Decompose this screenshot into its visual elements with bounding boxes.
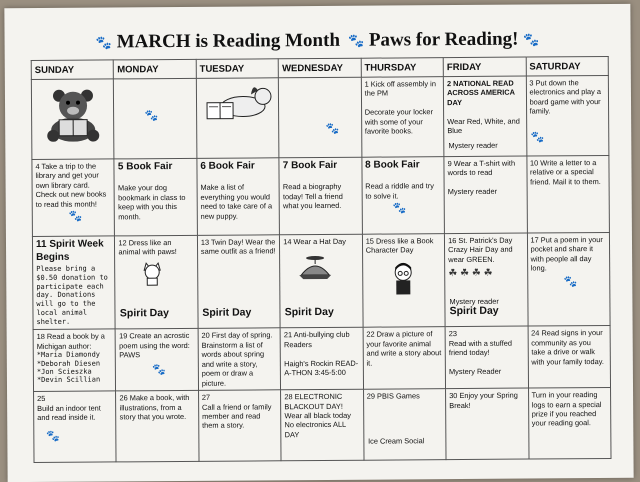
book-fair-label: 6 Book Fair <box>200 160 276 173</box>
propeller-hat-icon <box>298 255 332 281</box>
day-cell-4 <box>32 159 115 237</box>
weekday-header: WEDNESDAY <box>278 58 361 78</box>
day-text: 23 <box>449 329 524 339</box>
day-cell-31 <box>528 388 611 460</box>
spirit-day-label: Spirit Day <box>285 306 334 320</box>
day-cell-15 <box>362 234 445 328</box>
day-cell-26 <box>116 390 199 462</box>
day-text: 26 Make a book, with illustrations, from a story that you wrote. <box>119 393 195 422</box>
mystery-reader-label: Mystery reader <box>448 187 523 197</box>
day-text: 29 PBIS Games <box>367 391 442 401</box>
day-cell-8 <box>362 157 445 235</box>
day-cell-30 <box>446 388 529 460</box>
day-cell-10 <box>526 155 609 233</box>
day-text: Wear Red, White, and Blue <box>447 116 523 135</box>
day-cell-5 <box>114 158 197 236</box>
day-cell-24 <box>528 326 611 388</box>
shamrock-icon: ☘ ☘ ☘ ☘ <box>448 268 524 281</box>
day-cell-19 <box>116 329 199 391</box>
day-text: 27 <box>202 392 277 402</box>
day-cell-12 <box>115 235 198 329</box>
weekday-header: SUNDAY <box>31 60 114 80</box>
paw-print-icon: 🐾 <box>392 201 406 215</box>
mystery-reader-label: Mystery reader <box>449 297 498 307</box>
day-text: Call a friend or family member and read them a story. <box>202 402 278 431</box>
day-cell-11 <box>32 236 115 330</box>
day-cell-27 <box>198 390 281 462</box>
day-cell-14 <box>280 234 363 328</box>
day-text: 30 Enjoy your Spring Break! <box>449 391 525 410</box>
paw-print-icon: 🐾 <box>325 122 339 136</box>
weekday-header: FRIDAY <box>443 57 526 77</box>
day-cell-9 <box>444 156 527 234</box>
day-text: 17 Put a poem in your pocket and share it with people all day long. <box>530 235 606 273</box>
day-text: Read with a stuffed friend today! <box>449 338 525 357</box>
author-name: *Jon Scieszka <box>37 367 112 376</box>
day-cell-empty <box>31 79 114 160</box>
mystery-reader-label: Mystery Reader <box>449 367 524 377</box>
author-name: *Maria Diamondy <box>37 351 112 360</box>
book-fair-label: 8 Book Fair <box>365 159 441 172</box>
day-cell-20 <box>198 328 281 390</box>
spirit-week-heading: 11 Spirit Week Begins <box>36 238 112 264</box>
paw-print-icon: 🐾 <box>564 275 578 289</box>
day-cell-empty <box>196 78 279 159</box>
calendar-sheet <box>4 4 633 482</box>
day-text: Ice Cream Social <box>368 436 424 446</box>
day-text: 4 Take a trip to the library and get your own library card. Check out new books to read this month! <box>35 161 111 209</box>
day-text: Read a biography today! Tell a friend what you learned. <box>283 182 359 211</box>
day-cell-21 <box>280 327 363 389</box>
day-text: 3 Put down the electronics and play a board game with your family. <box>529 78 605 116</box>
day-text: Decorate your locker with some of your favorite books. <box>365 108 441 137</box>
day-text: 9 Wear a T-shirt with words to read <box>448 159 524 178</box>
day-text: 13 Twin Day! Wear the same outfit as a friend! <box>201 237 277 256</box>
day-text: 19 Create an acrostic poem using the word: PAWS <box>119 331 195 360</box>
day-cell-18 <box>33 329 116 391</box>
paw-print-icon: 🐾 <box>46 430 60 444</box>
day-cell-3 <box>526 75 609 156</box>
day-text: 20 First day of spring. Brainstorm a list of words about spring and write a story, poem or draw a picture. <box>201 331 277 388</box>
paw-print-icon: 🐾 <box>144 109 158 123</box>
day-text: 2 NATIONAL READ ACROSS AMERICA DAY <box>447 79 523 108</box>
week-row <box>34 388 611 463</box>
weekday-header: SATURDAY <box>526 56 609 76</box>
spirit-day-label: Spirit Day <box>120 307 169 321</box>
calendar-grid <box>31 56 612 463</box>
paw-print-icon: 🐾 <box>152 363 166 377</box>
week-row <box>32 155 610 236</box>
day-text: Make your dog bookmark in class to keep with you this month. <box>118 183 194 221</box>
day-cell-7 <box>279 157 362 235</box>
spirit-day-label: Spirit Day <box>202 306 251 320</box>
week-row <box>33 326 610 392</box>
calendar-title <box>5 28 631 54</box>
day-text: Build an indoor tent and read inside it. <box>37 403 113 422</box>
day-text: 24 Read signs in your community as you take a drive or walk with your family today. <box>531 328 607 366</box>
day-text: Haigh's Rockin READ-A-THON 3:45-5:00 <box>284 358 360 377</box>
book-character-icon <box>391 262 415 296</box>
day-text: Please bring a $0.50 donation to participate each day. Donations will go to the local animal shelter. <box>36 264 112 327</box>
day-cell-17 <box>527 232 610 326</box>
weekday-header: TUESDAY <box>196 59 279 79</box>
day-text: 21 Anti-bullying club Readers <box>284 330 360 349</box>
day-text: Make a list of everything you would need to take care of a new puppy. <box>200 183 276 221</box>
author-name: *Deborah Diesen <box>37 359 112 368</box>
day-cell-25 <box>34 391 117 463</box>
day-text: 16 St. Patrick's Day Crazy Hair Day and wear GREEN. <box>448 236 524 265</box>
day-text: 14 Wear a Hat Day <box>283 237 358 247</box>
day-cell-empty <box>114 78 197 159</box>
dog-reading-icon <box>202 84 272 124</box>
title-text: MARCH is Reading Month <box>117 30 340 53</box>
day-text: 22 Draw a picture of your favorite animal and write a story about it. <box>366 329 442 367</box>
day-cell-16 <box>445 233 528 327</box>
weekday-header: MONDAY <box>114 59 197 79</box>
day-cell-2 <box>443 76 526 157</box>
day-text: 12 Dress like an animal with paws! <box>118 238 194 257</box>
day-text: Turn in your reading logs to earn a special prize if you reached your reading goal. <box>532 390 608 428</box>
weekday-header: THURSDAY <box>361 58 444 78</box>
day-text: 25 <box>37 394 112 404</box>
day-cell-23 <box>445 326 528 388</box>
day-cell-13 <box>197 235 280 329</box>
day-cell-28 <box>281 389 364 461</box>
day-text: 28 ELECTRONIC BLACKOUT DAY! Wear all black today No electronics ALL DAY <box>284 392 360 440</box>
subtitle-text: Paws for Reading! <box>369 29 519 51</box>
day-text: Read a riddle and try to solve it. <box>365 181 441 200</box>
day-cell-22 <box>363 327 446 389</box>
paw-print-icon: 🐾 <box>345 33 365 48</box>
week-row <box>31 75 609 159</box>
bear-reading-icon <box>41 85 105 141</box>
day-text: 10 Write a letter to a relative or a special friend. Mail it to them. <box>530 158 606 187</box>
day-cell-6 <box>197 158 280 236</box>
author-name: *Devin Scillian <box>37 376 112 385</box>
book-fair-label: 7 Book Fair <box>283 160 359 173</box>
paw-print-icon: 🐾 <box>96 35 112 50</box>
mystery-reader-label: Mystery reader <box>448 140 497 150</box>
paw-print-icon: 🐾 <box>69 210 83 224</box>
paw-print-icon: 🐾 <box>531 130 545 144</box>
day-text: 15 Dress like a Book Character Day <box>366 236 442 255</box>
day-cell-empty <box>279 77 362 158</box>
day-cell-29 <box>363 389 446 461</box>
day-cell-1 <box>361 77 444 158</box>
day-text: 1 Kick off assembly in the PM <box>365 79 441 98</box>
day-text: 18 Read a book by a Michigan author: <box>37 332 113 351</box>
paw-print-icon: 🐾 <box>523 32 539 47</box>
week-row <box>32 232 610 329</box>
book-fair-label: 5 Book Fair <box>118 161 194 174</box>
cat-icon <box>142 262 164 286</box>
spirit-day-label: Spirit Day <box>450 305 499 319</box>
